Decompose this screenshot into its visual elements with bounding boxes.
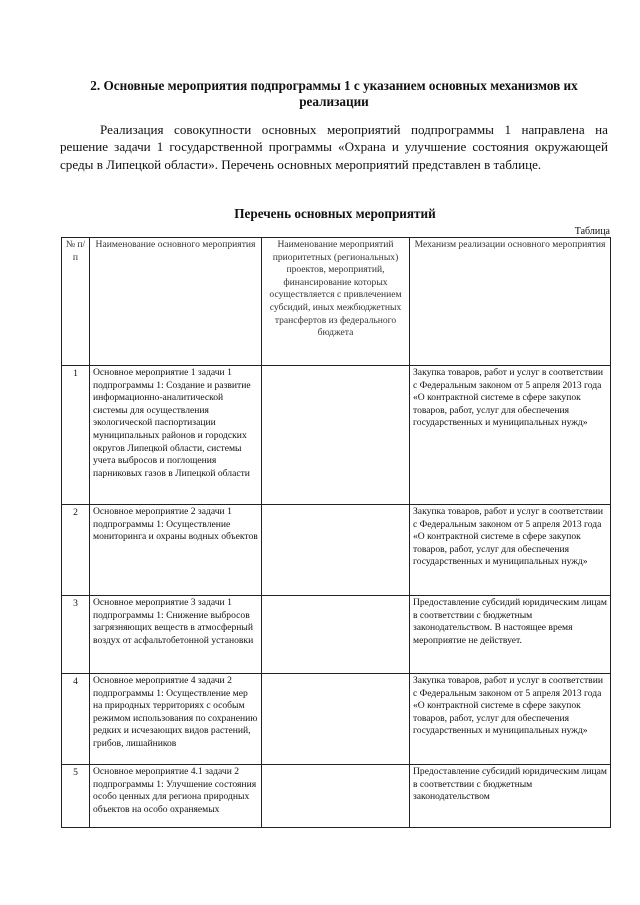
table-row: [62, 366, 611, 505]
row-measure-name: Основное мероприятие 4 задачи 2 подпрограммы 1: Осуществление мер на природных территориях с особым режимом использования по сохранению редких и исчезающих видов растений, грибов, лишайников: [90, 674, 262, 765]
table-row: [62, 674, 611, 765]
section-title: 2. Основные мероприятия подпрограммы 1 с указанием основных механизмов их реализации: [90, 78, 578, 109]
row-mechanism: Предоставление субсидий юридическим лицам в соответствии с бюджетным законодательством. В настоящее время мероприятие не действует.: [410, 596, 611, 674]
table-header-row: [62, 238, 611, 366]
row-num: 3: [62, 596, 90, 674]
table-caption: Таблица: [574, 226, 610, 237]
row-mechanism: Предоставление субсидий юридическим лицам в соответствии с бюджетным законодательством: [410, 765, 611, 828]
row-measure-name: Основное мероприятие 2 задачи 1 подпрограммы 1: Осуществление мониторинга и охраны водных объектов: [90, 505, 262, 596]
row-measure-name: Основное мероприятие 3 задачи 1 подпрограммы 1: Снижение выбросов загрязняющих веществ в атмосферный воздух от асфальтобетонной установки: [90, 596, 262, 674]
row-mechanism: Закупка товаров, работ и услуг в соответствии с Федеральным законом от 5 апреля 2013 года «О контрактной системе в сфере закупок товаров, работ, услуг для обеспечения государственных и муниципальных нужд»: [410, 674, 611, 765]
row-mechanism: Закупка товаров, работ и услуг в соответствии с Федеральным законом от 5 апреля 2013 года «О контрактной системе в сфере закупок товаров, работ, услуг для обеспечения государственных и муниципальных нужд»: [410, 505, 611, 596]
intro-paragraph: Реализация совокупности основных мероприятий подпрограммы 1 направлена на решение задачи 1 государственной программы «Охрана и улучшение состояния окружающей среды в Липецкой области». Перечень основных мероприятий представлен в таблице.: [60, 122, 608, 172]
table-heading: Перечень основных мероприятий: [234, 206, 436, 221]
row-measure-name: Основное мероприятие 4.1 задачи 2 подпрограммы 1: Улучшение состояния особо ценных для региона природных объектов на особо охраняемых: [90, 765, 262, 828]
header-priority-projects: Наименование мероприятий приоритетных (региональных) проектов, мероприятий, финансирование которых осуществляется с привлечением субсидий, иных межбюджетных трансфертов из федерального бюджета: [262, 238, 410, 366]
row-priority-projects: [262, 505, 410, 596]
row-num: 2: [62, 505, 90, 596]
row-num: 5: [62, 765, 90, 828]
measures-table: [61, 237, 611, 828]
row-priority-projects: [262, 765, 410, 828]
row-num: 1: [62, 366, 90, 505]
row-measure-name: Основное мероприятие 1 задачи 1 подпрограммы 1: Создание и развитие информационно-аналитической системы для осуществления экологической паспортизации муниципальных районов и городских округов Липецкой области, системы учета выбросов и поглощения парниковых газов в Липецкой области: [90, 366, 262, 505]
row-num: 4: [62, 674, 90, 765]
table-row: [62, 596, 611, 674]
table-row: [62, 765, 611, 828]
row-priority-projects: [262, 674, 410, 765]
table-row: [62, 505, 611, 596]
header-num: № п/п: [62, 238, 90, 366]
row-mechanism: Закупка товаров, работ и услуг в соответствии с Федеральным законом от 5 апреля 2013 года «О контрактной системе в сфере закупок товаров, работ, услуг для обеспечения государственных и муниципальных нужд»: [410, 366, 611, 505]
header-measure-name: Наименование основного мероприятия: [90, 238, 262, 366]
row-priority-projects: [262, 366, 410, 505]
row-priority-projects: [262, 596, 410, 674]
header-mechanism: Механизм реализации основного мероприятия: [410, 238, 611, 366]
